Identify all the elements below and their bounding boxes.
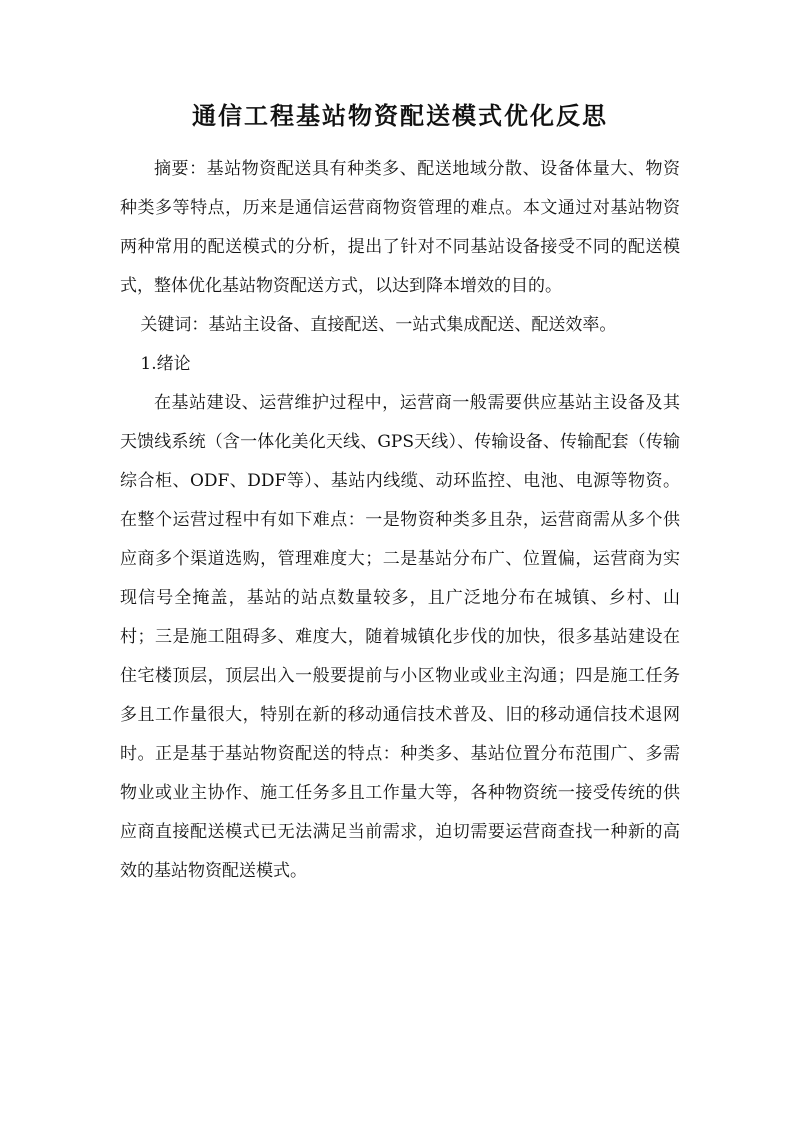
keywords-line: 关键词：基站主设备、直接配送、一站式集成配送、配送效率。 [140,315,617,335]
document-title: 通信工程基站物资配送模式优化反思 [192,101,608,130]
abstract-paragraph: 摘要：基站物资配送具有种类多、配送地域分散、设备体量大、物资种类多等特点，历来是通信运营商物资管理的难点。本文通过对基站物资两种常用的配送模式的分析，提出了针对不同基站设备接受不同的配送模式，整体优化基站物资配送方式，以达到降本增效的目的。 [120,159,680,296]
document-content [120,150,680,891]
section-heading: 1.绪论 [140,354,191,374]
body-paragraph: 在基站建设、运营维护过程中，运营商一般需要供应基站主设备及其天馈线系统（含一体化美化天线、GPS天线）、传输设备、传输配套（传输综合柜、ODF、DDF等）、基站内线缆、动环监控、电池、电源等物资。在整个运营过程中有如下难点：一是物资种类多且杂，运营商需从多个供应商多个渠道选购，管理难度大；二是基站分布广、位置偏，运营商为实现信号全掩盖，基站的站点数量较多，且广泛地分布在城镇、乡村、山村；三是施工阻碍多、难度大，随着城镇化步伐的加快，很多基站建设在住宅楼顶层，顶层出入一般要提前与小区物业或业主沟通；四是施工任务多且工作量很大，特别在新的移动通信技术普及、旧的移动通信技术退网时。正是基于基站物资配送的特点：种类多、基站位置分布范围广、多需物业或业主协作、施工任务多且工作量大等，各种物资统一接受传统的供应商直接配送模式已无法满足当前需求，迫切需要运营商查找一种新的高效的基站物资配送模式。 [120,393,680,881]
